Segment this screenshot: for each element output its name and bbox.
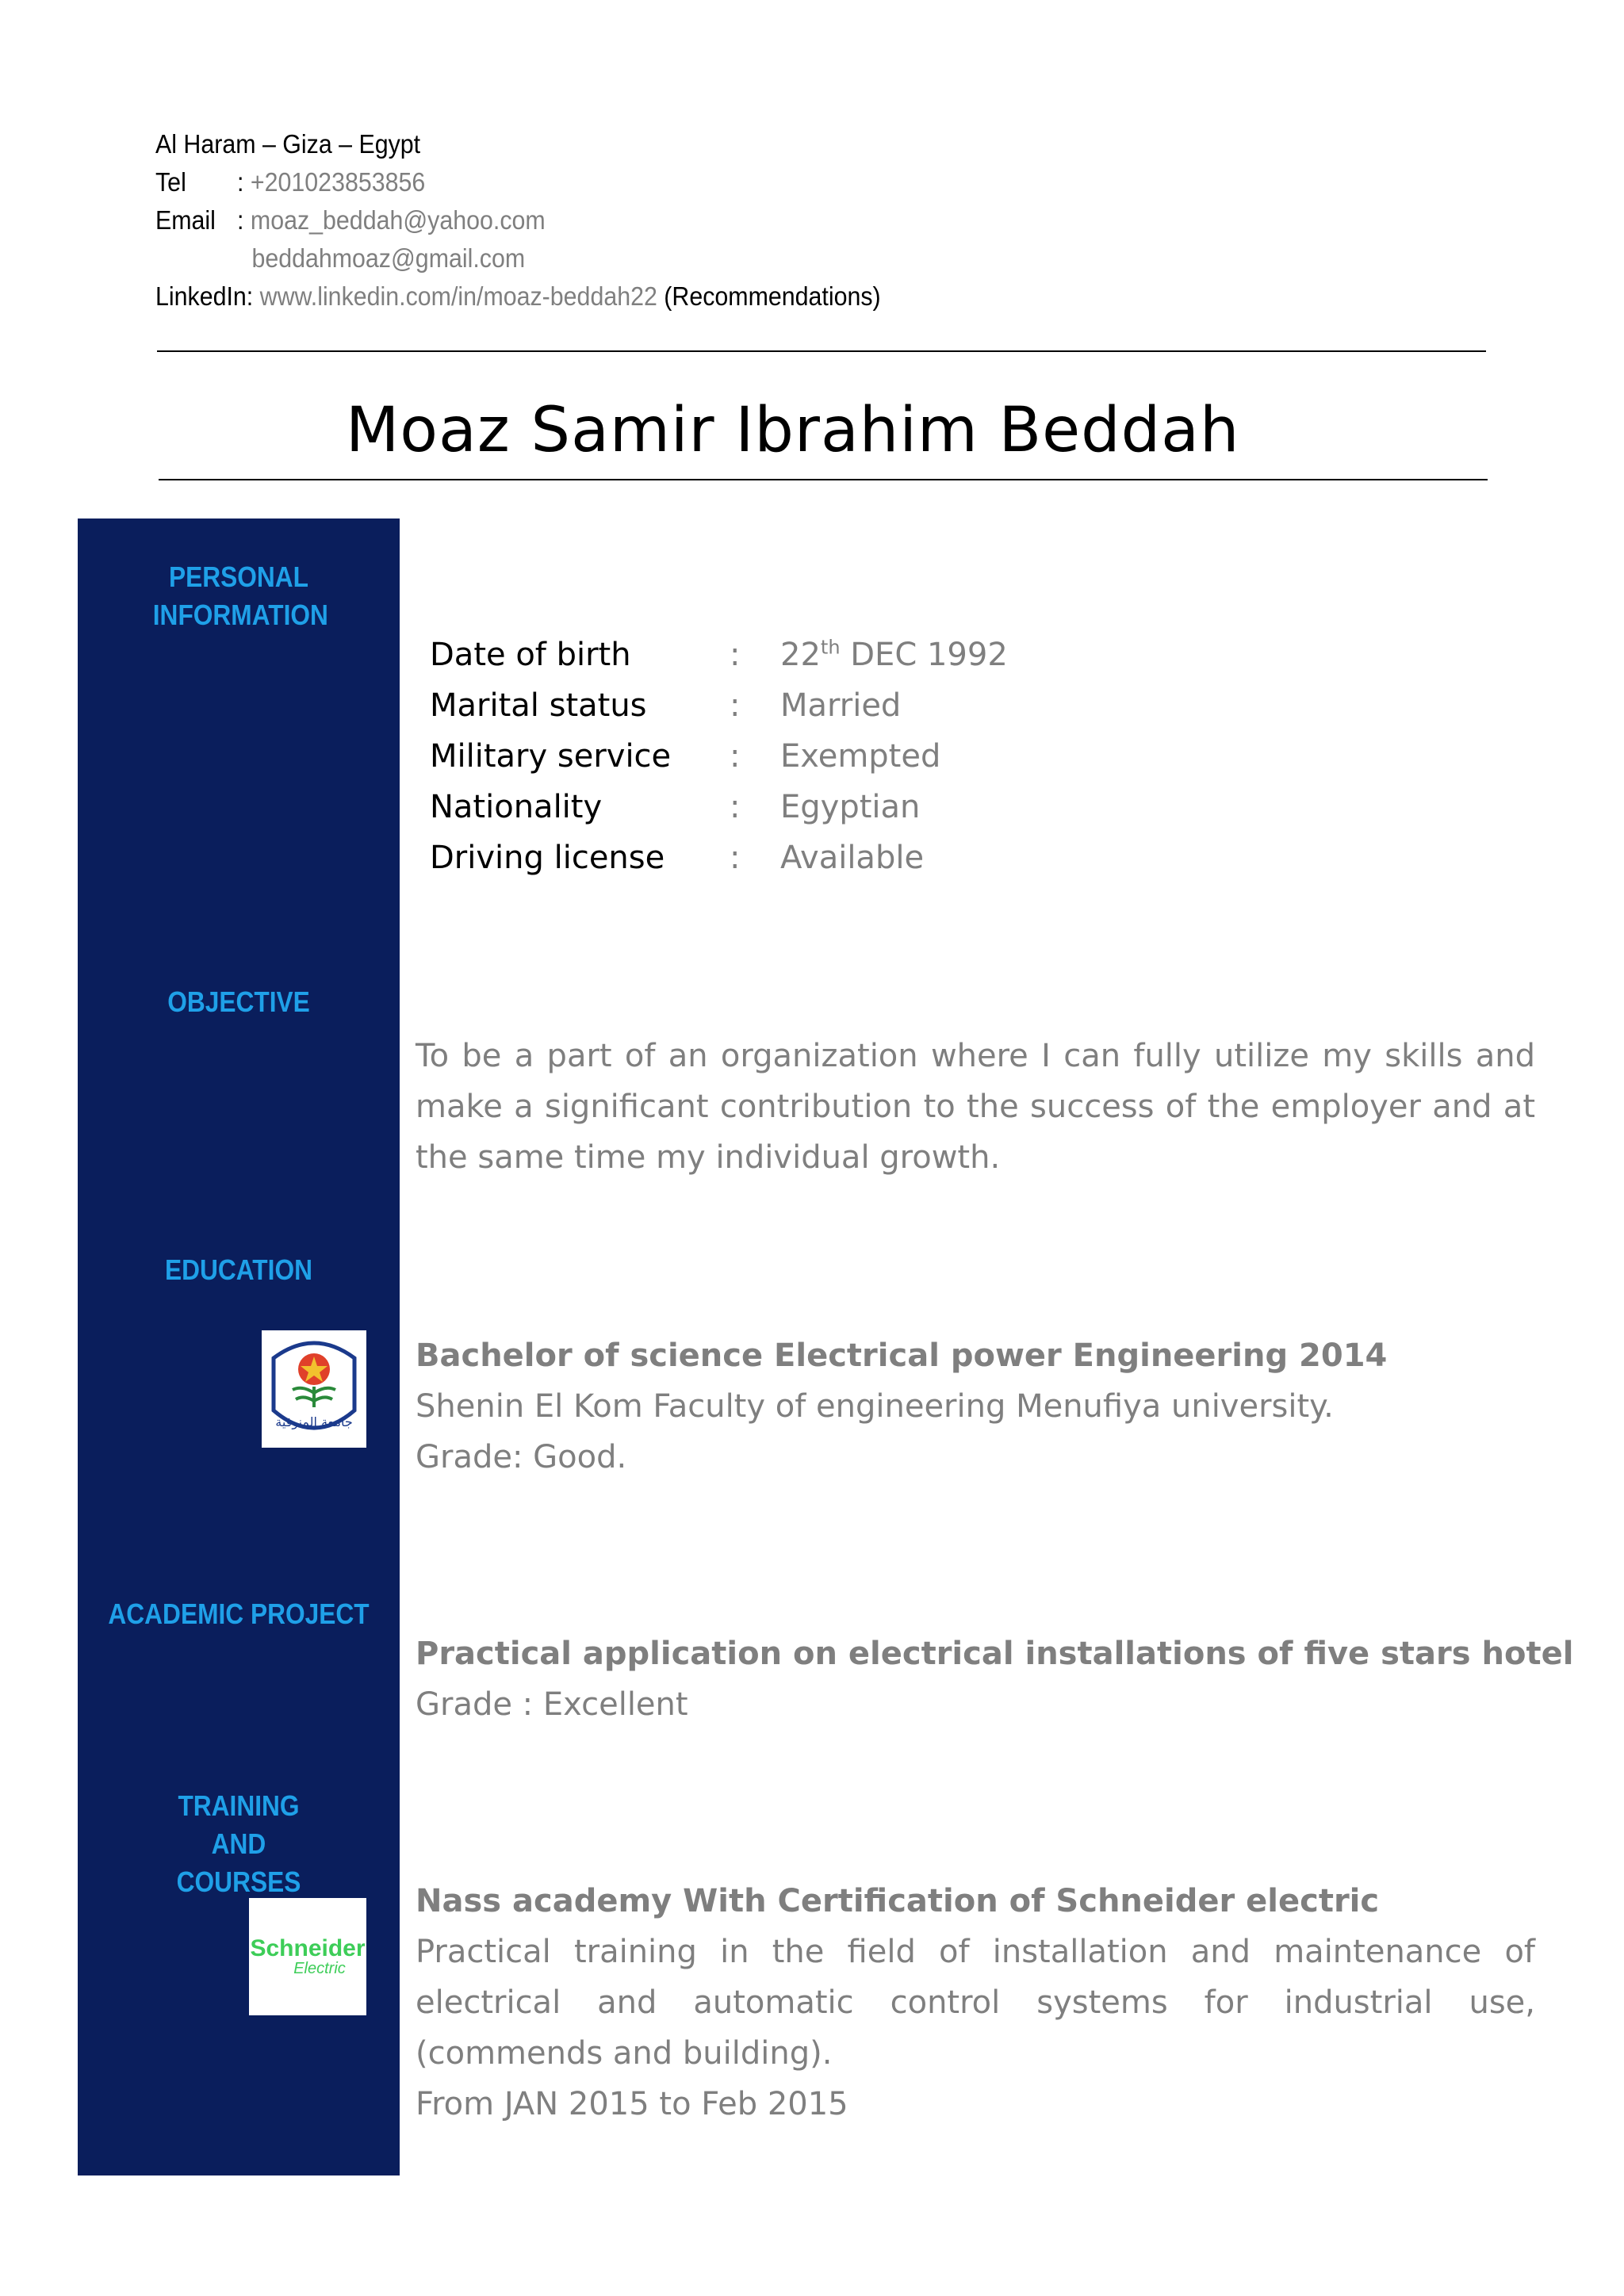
education-degree: Bachelor of science Electrical power Engineering 2014	[416, 1337, 1388, 1374]
schneider-logo	[249, 1898, 366, 2015]
objective-text: To be a part of an organization where I can fully utilize my skills and make a significant contribution to the success of the employer and at the same time my individual growth.	[416, 1038, 1535, 1176]
tel-row: Tel : +201023853856	[155, 163, 881, 201]
training-block	[416, 1876, 1535, 2130]
linkedin-label: LinkedIn:	[155, 281, 254, 311]
email-row-2	[155, 239, 881, 277]
personal-info-label: Nationality	[430, 789, 603, 825]
university-emblem-icon	[266, 1334, 362, 1444]
personal-info-label: Date of birth	[430, 637, 631, 673]
personal-info-value: 22th DEC 1992	[780, 636, 1008, 673]
personal-info-value: Egyptian	[780, 789, 921, 825]
education-grade: Grade: Good.	[416, 1439, 627, 1475]
personal-info-value: Available	[780, 840, 925, 876]
academic-project-grade: Grade : Excellent	[416, 1686, 688, 1723]
academic-project-block	[416, 1628, 1574, 1730]
academic-project-title: Practical application on electrical installations of five stars hotel	[416, 1636, 1574, 1672]
contact-block	[155, 125, 881, 316]
personal-info-value: Married	[780, 687, 902, 724]
training-dates: From JAN 2015 to Feb 2015	[416, 2086, 848, 2122]
tel-value[interactable]: +201023853856	[250, 167, 426, 197]
education-block	[416, 1330, 1535, 1483]
email-link-1[interactable]: moaz_beddah@yahoo.com	[250, 205, 546, 235]
training-description: Practical training in the field of installation and maintenance of electrical and automatic control systems for industrial use, (commends and building).	[416, 1934, 1535, 2072]
email-row: Email : moaz_beddah@yahoo.com	[155, 201, 881, 239]
university-logo	[262, 1330, 366, 1448]
personal-info-value: Exempted	[780, 738, 941, 775]
candidate-name: Moaz Samir Ibrahim Beddah	[346, 395, 1240, 466]
email-label: Email	[155, 205, 216, 235]
linkedin-link[interactable]: www.linkedin.com/in/moaz-beddah22	[259, 281, 657, 311]
section-title-training: TRAINING AND COURSES	[176, 1789, 301, 1898]
schneider-logo-text: Schneider	[250, 1935, 366, 1961]
linkedin-row	[155, 277, 881, 316]
personal-info-label: Driving license	[430, 840, 665, 876]
section-title-education: EDUCATION	[165, 1253, 312, 1286]
education-school: Shenin El Kom Faculty of engineering Menufiya university.	[416, 1388, 1334, 1425]
personal-info-label: Military service	[430, 738, 672, 775]
schneider-logo-subtext: Electric	[293, 1960, 346, 1977]
personal-info-label: Marital status	[430, 687, 647, 724]
section-title-academic-project: ACADEMIC PROJECT	[108, 1598, 370, 1630]
top-divider	[157, 350, 1486, 352]
training-title: Nass academy With Certification of Schneider electric	[416, 1883, 1380, 1919]
section-title-objective: OBJECTIVE	[167, 985, 310, 1018]
university-logo-text: جامعة المنوفية	[275, 1414, 353, 1429]
address: Al Haram – Giza – Egypt	[155, 129, 421, 159]
name-underline	[159, 479, 1488, 480]
recommendations-link[interactable]: (Recommendations)	[664, 281, 881, 311]
tel-label: Tel	[155, 167, 186, 197]
email-link-2[interactable]: beddahmoaz@gmail.com	[251, 243, 526, 273]
section-title-personal: PERSONAL INFORMATION	[152, 561, 328, 631]
